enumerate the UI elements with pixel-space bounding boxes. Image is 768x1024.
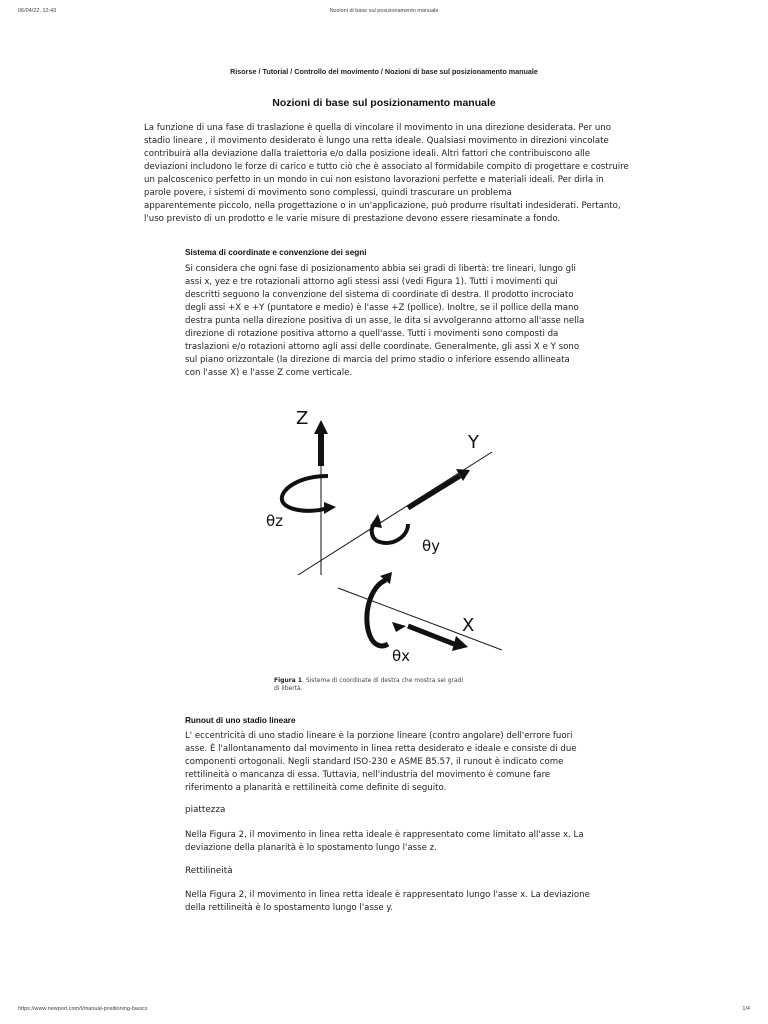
theta-z-label: θz bbox=[266, 512, 284, 530]
coordinate-system-figure bbox=[258, 400, 502, 672]
coordinates-line: destra punta nella direzione positiva di un asse, le dita si avvolgeranno attorno all'asse nella bbox=[185, 316, 585, 326]
breadcrumb[interactable]: Risorse / Tutorial / Controllo del movimento / Nozioni di base sul posizionamento manuale bbox=[230, 67, 538, 76]
y-translation-arrow bbox=[408, 476, 460, 508]
z-axis-label: Z bbox=[296, 408, 309, 429]
section-heading-straightness: Rettilineità bbox=[185, 866, 233, 876]
theta-x-label: θx bbox=[392, 647, 411, 665]
intro-line: contribuirà alla deviazione dalla traiettoria e/o dalla posizione ideali. Altri fattori che contribuiscono alle bbox=[144, 149, 591, 159]
intro-line: un palcoscenico perfetto in un mondo in cui non esistono lavorazioni perfette e materiali ideali. Per dirla in bbox=[144, 175, 604, 185]
intro-line: parole povere, i sistemi di movimento sono complessi, quindi trascurare un problema bbox=[144, 188, 512, 198]
runout-line: L' eccentricità di uno stadio lineare è la porzione lineare (contro angolare) dell'errore fuori bbox=[185, 731, 573, 741]
runout-line: rettilineità o mancanza di essa. Tuttavia, nell'industria del movimento è comune fare bbox=[185, 770, 551, 780]
coordinates-line: traslazioni e/o rotazioni attorno agli assi delle coordinate. Generalmente, gli assi X e Y sono bbox=[185, 342, 580, 352]
x-axis-line bbox=[338, 588, 502, 650]
flatness-line: deviazione della planarità è lo spostamento lungo l'asse z. bbox=[185, 843, 437, 853]
figure-caption bbox=[274, 677, 474, 693]
straightness-line: Nella Figura 2, il movimento in linea retta ideale è rappresentato lungo l'asse x. La deviazione bbox=[185, 890, 590, 900]
section-heading-runout: Runout di uno stadio lineare bbox=[185, 716, 296, 725]
print-datetime: 06/04/22, 12:43 bbox=[18, 8, 57, 14]
z-translation-arrow bbox=[318, 434, 324, 466]
runout-paragraph bbox=[185, 730, 605, 795]
intro-line: La funzione di una fase di traslazione è quella di vincolare il movimento in una direzione desiderata. Per uno bbox=[144, 123, 612, 133]
straightness-line: della rettilineità è lo spostamento lungo l'asse y. bbox=[185, 903, 394, 913]
x-translation-arrow bbox=[408, 626, 454, 644]
coordinates-line: descritti seguono la convenzione del sistema di coordinate di destra. Il prodotto incrociato bbox=[185, 290, 574, 300]
figure-caption-text: . Sistema di coordinate di destra che mostra sei gradi bbox=[302, 677, 464, 684]
intro-line: stadio lineare , il movimento desiderato è lungo una retta ideale. Qualsiasi movimento in direzioni vincolate bbox=[144, 136, 609, 146]
coordinates-line: con l'asse X) e l'asse Z come verticale. bbox=[185, 368, 353, 378]
coordinates-line: assi x, yez e tre rotazionali attorno agli stessi assi (vedi Figura 1). Tutti i movimenti qui bbox=[185, 277, 558, 287]
coordinates-paragraph bbox=[185, 263, 605, 380]
runout-line: riferimento a planarità e rettilineità come definite di seguito. bbox=[185, 783, 447, 793]
page-title: Nozioni di base sul posizionamento manuale bbox=[272, 97, 496, 109]
theta-y-label: θy bbox=[422, 537, 441, 555]
runout-line: componenti ortogonali. Negli standard ISO-230 e ASME B5.57, il runout è indicato come bbox=[185, 757, 564, 767]
print-page-title: Nozioni di base sul posizionamento manuale bbox=[329, 8, 439, 14]
runout-line: asse. È l'allontanamento dal movimento in linea retta desiderato e ideale e consiste di due bbox=[185, 744, 577, 754]
x-axis-label: X bbox=[462, 615, 475, 636]
section-heading-flatness: piattezza bbox=[185, 805, 226, 815]
coordinates-line: degli assi +X e +Y (puntatore e medio) è l'asse +Z (pollice). Inoltre, se il pollice della mano bbox=[185, 303, 579, 313]
intro-line: deviazioni includono le forze di carico e tutto ciò che è associato al formidabile compito di progettare e costruire bbox=[144, 162, 629, 172]
print-page-number: 1/4 bbox=[742, 1006, 750, 1012]
theta-x-rotation-arc bbox=[367, 580, 388, 646]
coordinates-line: sul piano orizzontale (la direzione di marcia del primo stadio o inferiore essendo allineata bbox=[185, 355, 570, 365]
print-footer-url[interactable]: https://www.newport.com/t/manual-positioning-basics bbox=[18, 1006, 148, 1012]
straightness-paragraph bbox=[185, 889, 605, 915]
intro-paragraph bbox=[144, 122, 644, 226]
intro-line: apparentemente piccolo, nella progettazione o in un'applicazione, può produrre risultati indesiderati. Pertanto, bbox=[144, 201, 621, 211]
section-heading-coordinates: Sistema di coordinate e convenzione dei segni bbox=[185, 248, 367, 257]
flatness-line: Nella Figura 2, il movimento in linea retta ideale è rappresentato come limitato all'asse x. La bbox=[185, 830, 584, 840]
y-axis-label: Y bbox=[468, 432, 479, 453]
coordinates-line: Si considera che ogni fase di posizionamento abbia sei gradi di libertà: tre lineari, lungo gli bbox=[185, 264, 576, 274]
flatness-paragraph bbox=[185, 829, 605, 855]
coordinates-line: direzione di rotazione positiva attorno a quell'asse. Tutti i movimenti sono composti da bbox=[185, 329, 559, 339]
figure-caption-label: Figura 1 bbox=[274, 677, 302, 684]
intro-line: l'uso previsto di un prodotto e le varie misure di prestazione devono essere riesaminate a fondo. bbox=[144, 214, 561, 224]
figure-caption-text-2: di libertà. bbox=[274, 685, 303, 692]
